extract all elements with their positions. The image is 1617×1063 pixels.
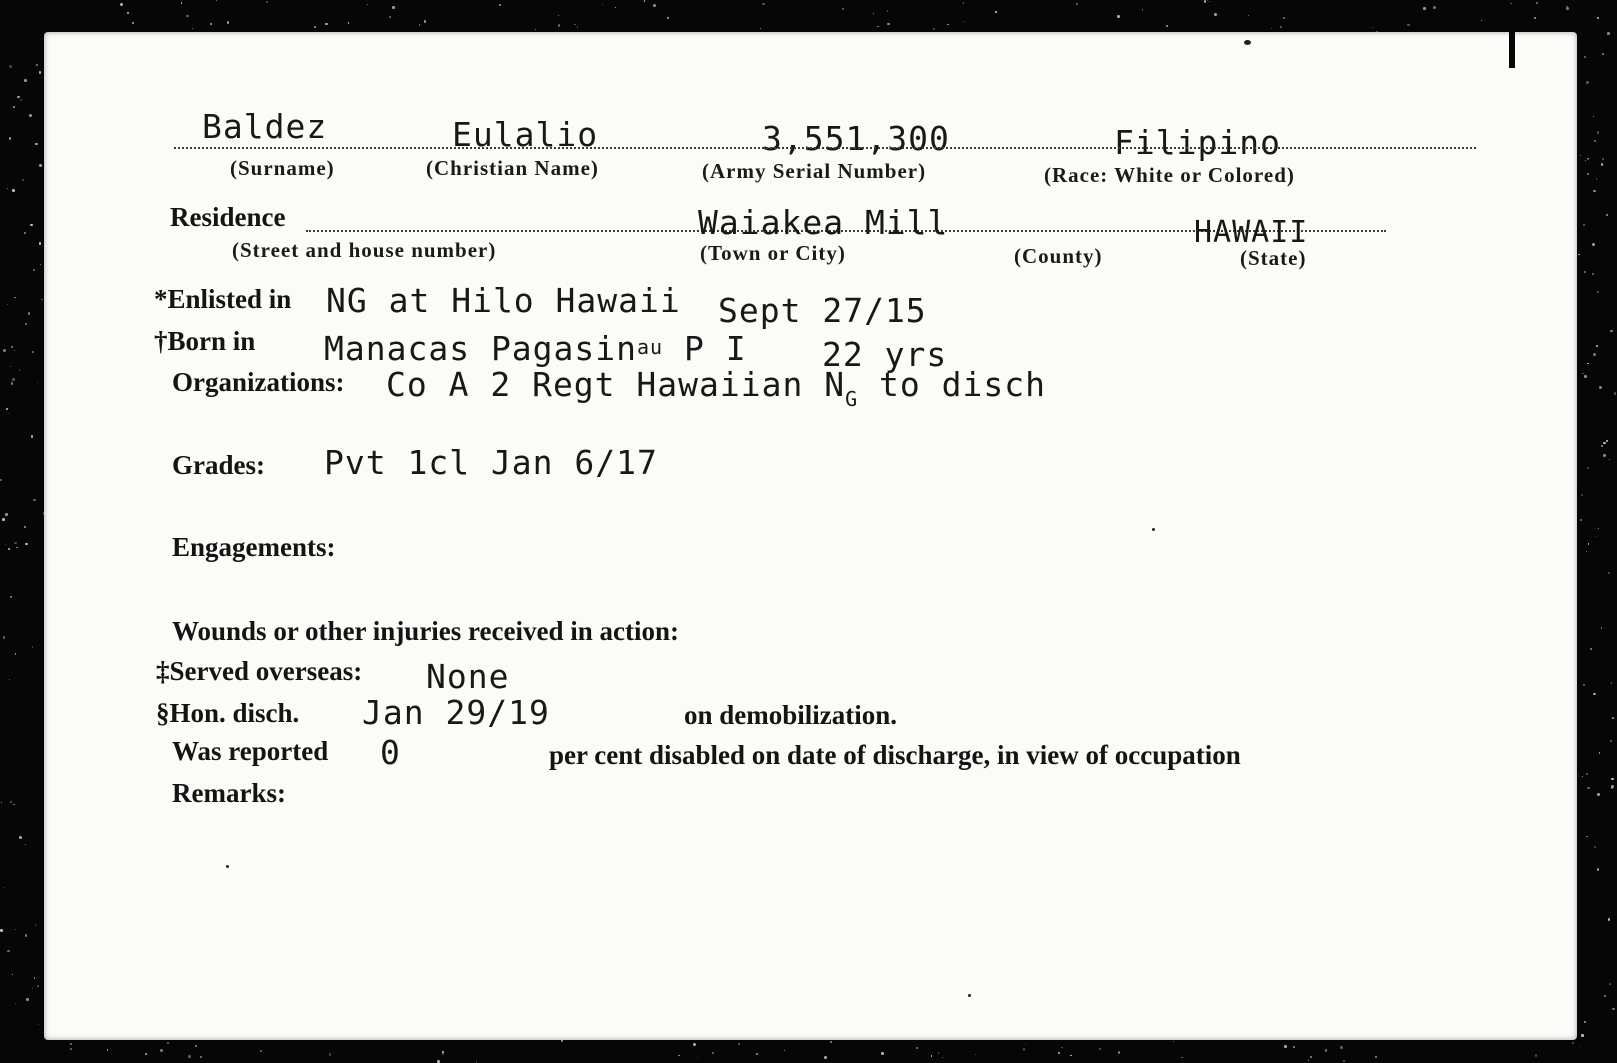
film-speck: [1283, 17, 1286, 20]
film-speck: [667, 17, 669, 19]
film-speck: [1248, 15, 1249, 16]
film-speck: [13, 106, 15, 108]
film-speck: [1058, 1052, 1060, 1054]
film-speck: [499, 4, 501, 6]
film-speck: [14, 350, 15, 351]
film-speck: [1535, 1054, 1537, 1056]
film-speck: [1510, 3, 1512, 5]
film-speck: [15, 653, 16, 654]
film-speck: [12, 189, 15, 192]
race-caption: (Race: White or Colored): [1044, 163, 1295, 187]
film-speck: [712, 1052, 714, 1054]
organizations-unit: Co A 2 Regt Hawaiian N: [386, 365, 846, 404]
surname-caption: (Surname): [230, 156, 335, 180]
film-speck: [5, 513, 7, 515]
film-speck: [13, 804, 15, 806]
film-speck: [1340, 1046, 1343, 1049]
film-speck: [887, 10, 888, 11]
film-speck: [1204, 0, 1207, 3]
film-speck: [1584, 375, 1587, 378]
film-speck: [1599, 752, 1600, 753]
film-speck: [216, 0, 217, 1]
film-speck: [873, 13, 874, 14]
film-speck: [367, 4, 369, 6]
film-speck: [1593, 353, 1596, 356]
film-speck: [33, 269, 35, 271]
film-speck: [35, 143, 38, 146]
film-speck: [8, 413, 9, 414]
film-speck: [32, 351, 34, 353]
film-speck: [24, 526, 26, 528]
film-speck: [1407, 24, 1410, 27]
film-speck: [1612, 1008, 1615, 1011]
film-speck: [963, 2, 965, 4]
organizations-value: [386, 365, 1046, 411]
film-speck: [314, 26, 316, 28]
film-speck: [942, 1057, 943, 1058]
film-speck: [160, 1049, 163, 1052]
county-caption: (County): [1014, 244, 1103, 268]
born-place-country: P I: [683, 329, 747, 368]
film-speck: [1580, 519, 1583, 522]
film-speck: [1166, 25, 1168, 27]
organizations-end: to disch: [879, 365, 1046, 404]
film-speck: [1583, 224, 1585, 226]
film-speck: [39, 242, 41, 244]
film-speck: [1598, 528, 1599, 529]
grades-value: Pvt 1cl Jan 6/17: [324, 443, 658, 482]
served-overseas-value: None: [426, 657, 510, 696]
film-speck: [2, 518, 5, 521]
film-speck: [1597, 793, 1600, 796]
film-speck: [1584, 271, 1586, 273]
film-speck: [1583, 684, 1585, 686]
film-speck: [39, 164, 41, 166]
film-speck: [1566, 7, 1569, 10]
film-speck: [760, 28, 761, 29]
film-speck: [963, 21, 964, 22]
film-speck: [1181, 1057, 1182, 1058]
film-speck: [842, 8, 844, 10]
film-speck: [25, 934, 28, 937]
disability-label: Was reported: [172, 736, 329, 766]
enlisted-date: Sept 27/15: [718, 291, 927, 330]
stray-mark: [1152, 528, 1155, 531]
film-speck: [1061, 1047, 1062, 1048]
film-speck: [120, 3, 123, 6]
organizations-label: Organizations:: [172, 367, 345, 397]
film-speck: [1536, 2, 1538, 4]
film-speck: [20, 99, 22, 101]
film-speck: [644, 0, 645, 1]
film-speck: [1604, 995, 1606, 997]
street-caption: (Street and house number): [232, 238, 497, 262]
card-notch: [1509, 32, 1515, 68]
state-value: HAWAII: [1194, 215, 1309, 250]
film-speck: [653, 4, 656, 7]
film-speck: [1587, 173, 1589, 175]
film-speck: [1207, 0, 1208, 1]
film-speck: [1608, 572, 1610, 574]
film-speck: [1607, 32, 1610, 35]
christian-name-value: Eulalio: [452, 115, 599, 154]
film-speck: [1585, 160, 1586, 161]
film-speck: [1584, 1021, 1586, 1023]
film-speck: [37, 382, 38, 383]
film-speck: [1433, 6, 1436, 9]
disability-value: 0: [380, 733, 401, 772]
film-speck: [1606, 214, 1608, 216]
film-speck: [7, 950, 9, 952]
film-speck: [933, 28, 935, 30]
film-speck: [1595, 536, 1596, 537]
film-speck: [1609, 983, 1611, 985]
film-speck: [577, 26, 578, 27]
film-speck: [1375, 1056, 1376, 1057]
film-speck: [15, 1003, 16, 1004]
film-speck: [938, 1052, 940, 1054]
film-speck: [1586, 551, 1588, 553]
film-speck: [1209, 1, 1211, 3]
film-speck: [1280, 26, 1282, 28]
film-speck: [167, 1042, 169, 1044]
film-speck: [227, 21, 230, 24]
film-speck: [1590, 648, 1592, 650]
film-speck: [1603, 454, 1606, 457]
film-speck: [6, 408, 8, 410]
film-speck: [830, 1041, 832, 1043]
film-speck: [127, 12, 129, 14]
film-speck: [558, 24, 560, 26]
film-speck: [16, 547, 17, 548]
stray-mark: [1244, 40, 1251, 45]
film-speck: [12, 974, 13, 975]
surname-value: Baldez: [202, 107, 328, 146]
film-speck: [14, 542, 16, 544]
film-speck: [31, 435, 34, 438]
film-speck: [1099, 1048, 1101, 1050]
film-speck: [1587, 787, 1590, 790]
enlisted-value: NG at Hilo Hawaii: [326, 281, 681, 320]
film-speck: [19, 369, 20, 370]
film-speck: [1610, 330, 1612, 332]
film-speck: [325, 23, 327, 25]
film-speck: [145, 1053, 147, 1055]
film-speck: [1308, 1060, 1309, 1061]
film-speck: [5, 544, 6, 545]
film-speck: [1284, 1045, 1287, 1048]
film-speck: [574, 24, 575, 25]
film-speck: [1578, 254, 1579, 255]
film-speck: [697, 1057, 698, 1058]
film-speck: [1076, 3, 1078, 5]
born-place-main: Manacas Pagasin: [324, 329, 638, 368]
christian-name-caption: (Christian Name): [426, 156, 599, 180]
film-speck: [1593, 693, 1595, 695]
film-speck: [1586, 81, 1588, 83]
film-speck: [24, 79, 27, 82]
film-speck: [1601, 163, 1603, 165]
film-speck: [3, 887, 4, 888]
film-speck: [37, 985, 39, 987]
film-speck: [192, 28, 193, 29]
film-speck: [1117, 15, 1120, 18]
film-speck: [26, 998, 29, 1001]
film-speck: [1, 802, 2, 803]
film-speck: [1325, 1049, 1328, 1052]
born-place: [324, 329, 747, 368]
hon-disch-value: Jan 29/19: [362, 693, 550, 732]
town-value: Waiakea Mill: [698, 203, 949, 242]
film-speck: [784, 1050, 785, 1051]
film-speck: [11, 346, 13, 348]
film-speck: [181, 2, 182, 3]
film-speck: [32, 988, 33, 989]
film-speck: [1611, 778, 1613, 780]
film-speck: [1592, 243, 1595, 246]
film-speck: [1481, 20, 1482, 21]
engagements-label: Engagements:: [172, 532, 336, 562]
film-speck: [1593, 190, 1596, 193]
film-speck: [1612, 717, 1614, 719]
film-speck: [887, 23, 889, 25]
enlisted-label: *Enlisted in: [154, 284, 292, 314]
film-speck: [329, 1053, 332, 1056]
film-speck: [25, 543, 28, 546]
film-speck: [1581, 494, 1583, 496]
organizations-subscript: G: [845, 387, 859, 411]
disability-suffix: per cent disabled on date of discharge, in view of occupation: [549, 740, 1241, 770]
film-speck: [1587, 363, 1589, 365]
film-speck: [762, 3, 764, 5]
film-speck: [1602, 53, 1604, 55]
film-speck: [1597, 868, 1600, 871]
film-speck: [10, 596, 12, 598]
film-speck: [188, 1055, 191, 1058]
film-speck: [1594, 846, 1596, 848]
film-speck: [210, 23, 212, 25]
service-record-card: [44, 32, 1577, 1040]
state-caption: (State): [1240, 246, 1307, 270]
film-speck: [1596, 178, 1598, 180]
film-speck: [738, 1043, 740, 1045]
film-speck: [476, 1061, 477, 1062]
film-speck: [558, 15, 559, 16]
film-speck: [9, 65, 12, 68]
film-speck: [39, 71, 42, 74]
film-speck: [1580, 155, 1582, 157]
film-speck: [931, 1055, 933, 1057]
film-speck: [33, 499, 36, 502]
film-speck: [19, 836, 22, 839]
film-speck: [1606, 440, 1607, 441]
film-speck: [392, 6, 394, 8]
film-speck: [11, 382, 13, 384]
film-speck: [1593, 116, 1594, 117]
film-speck: [186, 15, 188, 17]
film-speck: [25, 323, 27, 325]
film-speck: [17, 96, 19, 98]
film-speck: [1597, 131, 1599, 133]
film-speck: [1310, 1056, 1312, 1058]
film-speck: [195, 1045, 197, 1047]
film-speck: [1582, 373, 1583, 374]
film-speck: [1423, 7, 1426, 10]
film-speck: [1588, 158, 1589, 159]
film-speck: [1596, 345, 1598, 347]
film-speck: [1580, 1046, 1582, 1048]
film-speck: [1584, 56, 1586, 58]
film-speck: [1603, 442, 1606, 445]
film-speck: [1566, 6, 1567, 7]
film-speck: [693, 1043, 696, 1046]
born-label: †Born in: [154, 326, 256, 356]
film-speck: [8, 548, 11, 551]
film-speck: [9, 137, 12, 140]
film-speck: [28, 312, 30, 314]
film-speck: [615, 7, 616, 8]
film-speck: [1611, 787, 1613, 789]
film-speck: [1611, 682, 1612, 683]
film-speck: [602, 4, 603, 5]
film-speck: [1214, 13, 1217, 16]
film-speck: [22, 179, 24, 181]
hon-disch-suffix: on demobilization.: [684, 700, 898, 730]
wounds-label: Wounds or other injuries received in action:: [172, 616, 680, 646]
film-speck: [12, 378, 15, 381]
serial-number-caption: (Army Serial Number): [702, 159, 927, 183]
film-speck: [14, 297, 15, 298]
film-speck: [32, 646, 34, 648]
film-speck: [1343, 1060, 1345, 1062]
film-speck: [1601, 627, 1602, 628]
film-speck: [34, 977, 36, 979]
film-speck: [38, 1024, 39, 1025]
film-speck: [1601, 445, 1603, 447]
stray-mark: [968, 994, 971, 997]
film-speck: [419, 24, 420, 25]
film-speck: [70, 1043, 72, 1045]
film-speck: [30, 224, 32, 226]
film-speck: [7, 188, 8, 189]
remarks-label: Remarks:: [172, 778, 286, 808]
film-speck: [260, 1050, 262, 1052]
film-speck: [1587, 467, 1589, 469]
film-speck: [10, 366, 11, 367]
film-speck: [3, 636, 6, 639]
film-speck: [1578, 774, 1579, 775]
film-speck: [442, 1052, 445, 1055]
born-place-superscript: au: [637, 335, 664, 359]
film-speck: [1608, 918, 1610, 920]
film-speck: [1023, 1048, 1026, 1051]
stray-mark: [226, 865, 229, 868]
film-speck: [1597, 291, 1599, 293]
film-speck: [348, 22, 350, 24]
film-speck: [916, 1047, 918, 1049]
film-speck: [1588, 543, 1590, 545]
film-speck: [10, 801, 12, 803]
film-speck: [29, 114, 32, 117]
film-speck: [0, 929, 3, 932]
film-speck: [1372, 27, 1373, 28]
film-speck: [24, 232, 26, 234]
film-speck: [424, 20, 427, 23]
town-caption: (Town or City): [700, 241, 846, 265]
film-speck: [3, 349, 6, 352]
film-speck: [1293, 1046, 1295, 1048]
film-speck: [947, 24, 948, 25]
film-speck: [107, 1049, 108, 1050]
film-speck: [1597, 17, 1599, 19]
film-speck: [1025, 1043, 1026, 1044]
film-speck: [975, 1054, 976, 1055]
film-speck: [1070, 1055, 1072, 1057]
film-speck: [1142, 9, 1144, 11]
film-speck: [1592, 273, 1594, 275]
film-speck: [1586, 836, 1587, 837]
hon-disch-label: §Hon. disch.: [156, 698, 300, 728]
born-age: 22 yrs: [822, 335, 948, 374]
film-speck: [70, 1048, 72, 1050]
serial-number-value: 3,551,300: [762, 119, 950, 158]
film-speck: [1602, 158, 1604, 160]
film-speck: [132, 22, 134, 24]
film-speck: [200, 1056, 202, 1058]
film-speck: [1594, 140, 1596, 142]
name-row-rule: [174, 147, 1476, 149]
film-speck: [1572, 1042, 1574, 1044]
film-speck: [389, 16, 390, 17]
film-speck: [678, 1055, 679, 1056]
film-speck: [0, 479, 2, 481]
served-overseas-label: ‡Served overseas:: [156, 656, 363, 686]
film-speck: [535, 29, 536, 30]
film-speck: [9, 679, 10, 680]
film-speck: [36, 64, 38, 66]
film-speck: [40, 264, 41, 265]
film-speck: [25, 844, 26, 845]
film-speck: [1599, 386, 1602, 389]
film-speck: [35, 924, 36, 925]
film-speck: [266, 1, 268, 3]
film-speck: [1534, 17, 1536, 19]
film-speck: [877, 26, 878, 27]
film-speck: [881, 1052, 883, 1054]
film-speck: [1614, 392, 1616, 394]
film-speck: [7, 304, 8, 305]
film-speck: [1582, 776, 1583, 777]
film-speck: [995, 11, 997, 13]
residence-label: Residence: [170, 202, 286, 232]
film-speck: [1173, 1041, 1174, 1042]
grades-label: Grades:: [172, 450, 265, 480]
film-speck: [1610, 740, 1612, 742]
film-speck: [1271, 28, 1272, 29]
race-value: Filipino: [1114, 123, 1281, 162]
film-speck: [1581, 1034, 1584, 1037]
film-speck: [1118, 1051, 1121, 1054]
film-speck: [824, 1056, 827, 1059]
film-speck: [756, 1053, 758, 1055]
film-speck: [1609, 459, 1610, 460]
film-speck: [41, 299, 43, 301]
film-speck: [15, 929, 16, 930]
film-speck: [1586, 773, 1588, 775]
